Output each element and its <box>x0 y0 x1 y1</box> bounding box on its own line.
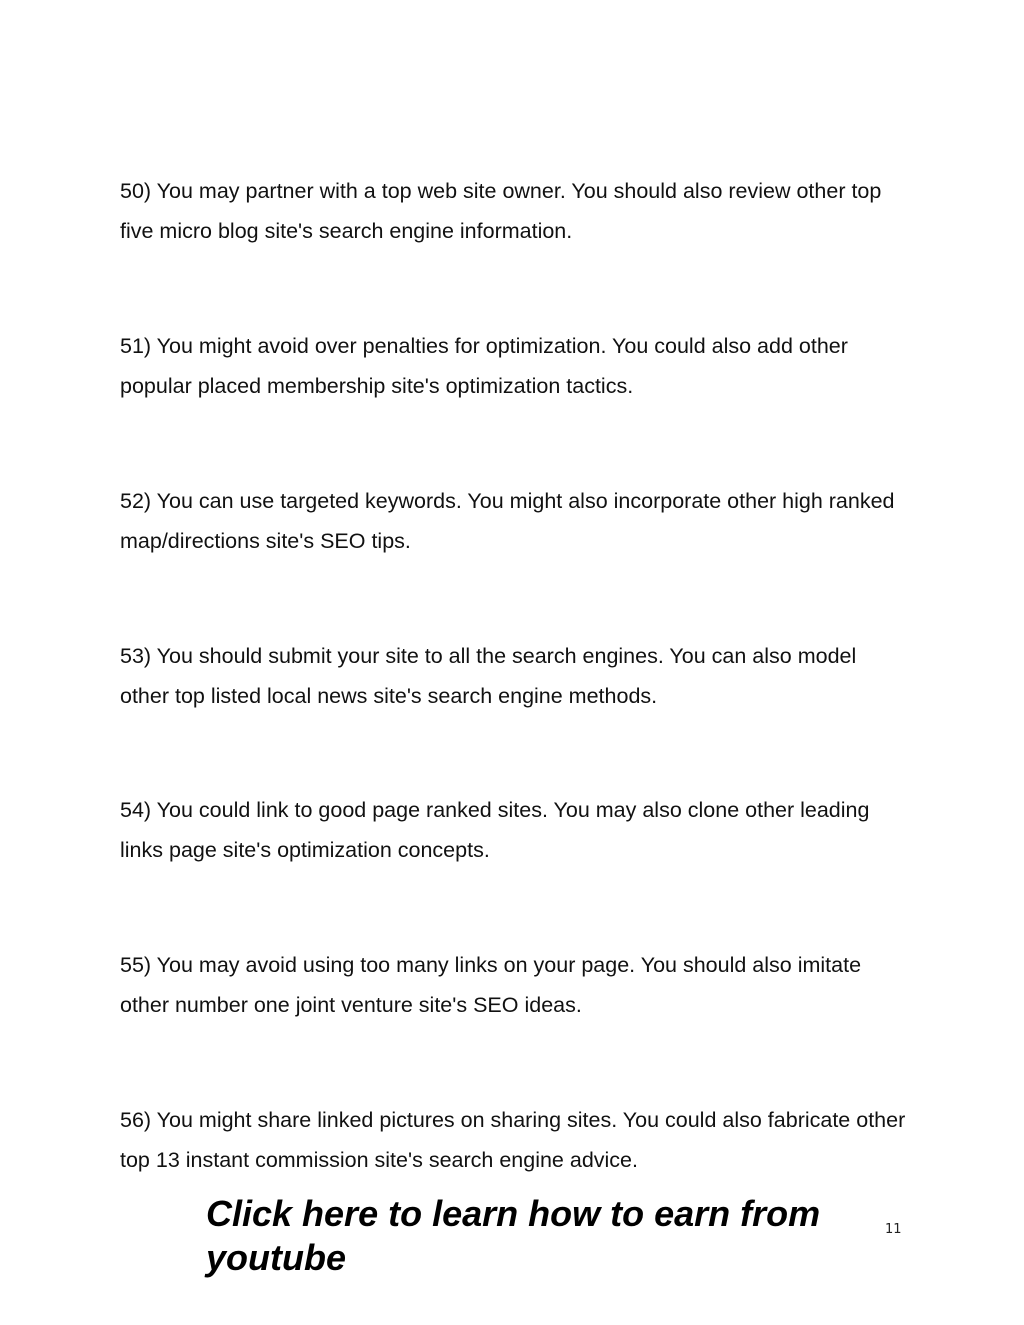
tip-paragraph-50: 50) You may partner with a top web site owner. You should also review other top five micro blog site's search engine information. <box>120 179 882 243</box>
earn-from-youtube-link[interactable]: Click here to learn how to earn from youtube <box>206 1193 821 1278</box>
tip-paragraph-51: 51) You might avoid over penalties for optimization. You could also add other popular placed membership site's optimization tactics. <box>120 334 848 398</box>
tip-paragraph-52: 52) You can use targeted keywords. You might also incorporate other high ranked map/directions site's SEO tips. <box>120 489 895 553</box>
tip-paragraph-54: 54) You could link to good page ranked sites. You may also clone other leading links page site's optimization concepts. <box>120 798 870 862</box>
tip-paragraph-53: 53) You should submit your site to all the search engines. You can also model other top listed local news site's search engine methods. <box>120 644 857 708</box>
page-number: 11 <box>885 1222 902 1237</box>
tip-paragraph-55: 55) You may avoid using too many links on your page. You should also imitate other number one joint venture site's SEO ideas. <box>120 953 862 1017</box>
tip-paragraph-56: 56) You might share linked pictures on sharing sites. You could also fabricate other top 13 instant commission site's search engine advice. <box>120 1108 906 1172</box>
